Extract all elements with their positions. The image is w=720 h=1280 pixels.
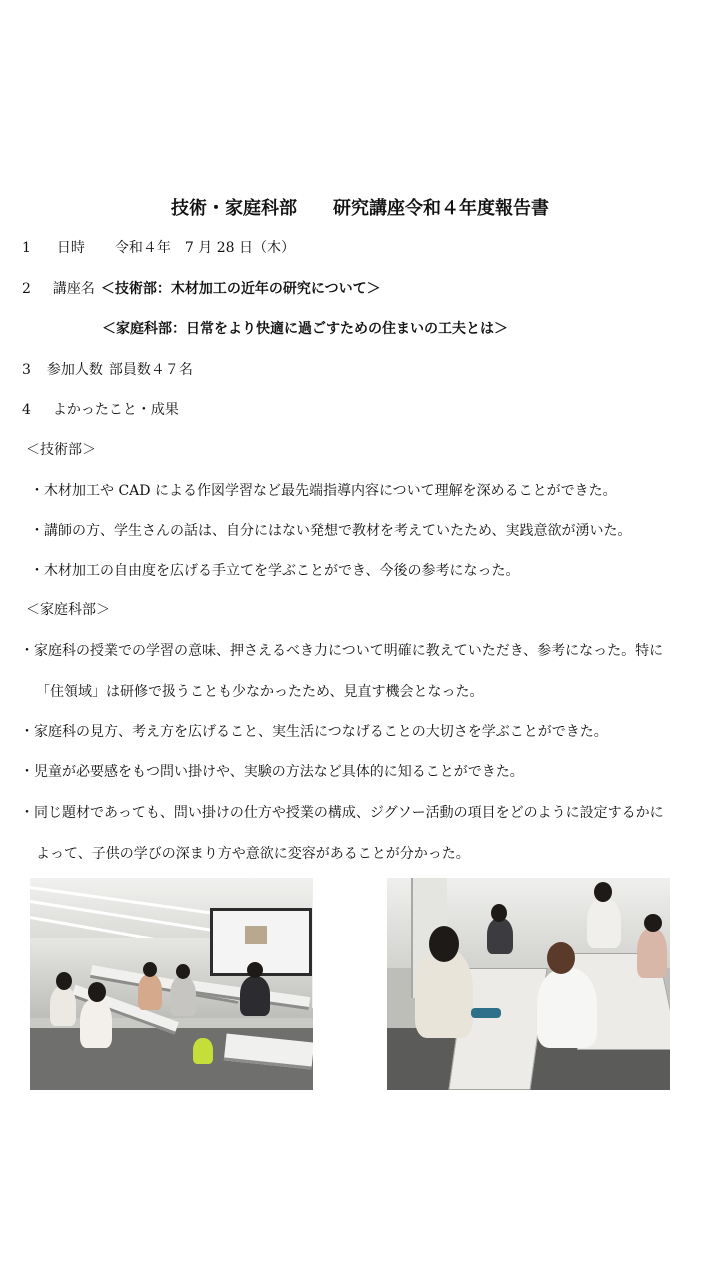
lecture-photo: [30, 878, 313, 1090]
item-number: 4: [22, 402, 31, 418]
course-home: ＜家庭科部：日常をより快適に過ごすための住まいの工夫とは＞: [102, 321, 508, 337]
list-item: ・講師の方、学生さんの話は、自分にはない発想で教材を考えていたため、実践意欲が湧いた。: [30, 523, 632, 539]
list-item: 「住領域」は研修で扱うことも少なかったため、見直す機会となった。: [36, 684, 484, 700]
list-item: ・同じ題材であっても、問い掛けの仕方や授業の構成、ジグソー活動の項目をどのように設定するかに: [20, 805, 664, 821]
item-date: [22, 239, 295, 257]
item-label: 講座名: [52, 281, 95, 297]
item-number: 1: [22, 240, 31, 256]
item-course: [22, 280, 381, 298]
item-number: 2: [22, 281, 31, 297]
list-item: ・家庭科の授業での学習の意味、押さえるべき力について明確に教えていただき、参考になった。特に: [20, 643, 664, 659]
participants-value: 部員数４７名: [108, 362, 193, 378]
course-tech: ＜技術部：木材加工の近年の研究について＞: [100, 281, 381, 297]
list-item: ・家庭科の見方、考え方を広げること、実生活につなげることの大切さを学ぶことができた。: [20, 724, 608, 740]
section-heading-home: ＜家庭科部＞: [26, 602, 110, 618]
item-results: [22, 401, 179, 419]
list-item: ・木材加工や CAD による作図学習など最先端指導内容について理解を深めることができた。: [30, 483, 617, 499]
list-item: ・児童が必要感をもつ問い掛けや、実験の方法など具体的に知ることができた。: [20, 764, 524, 780]
workshop-photo: [387, 878, 670, 1090]
list-item: ・木材加工の自由度を広げる手立てを学ぶことができ、今後の参考になった。: [30, 563, 520, 579]
section-heading-tech: ＜技術部＞: [26, 442, 96, 458]
item-participants: [22, 361, 193, 379]
date-value: 令和４年 7 月 28 日（木）: [114, 240, 295, 256]
item-number: 3: [22, 362, 31, 378]
item-label: 参加人数: [46, 362, 103, 378]
list-item: よって、子供の学びの深まり方や意欲に変容があることが分かった。: [36, 846, 470, 862]
page-title: 技術・家庭科部 研究講座令和４年度報告書: [171, 198, 549, 219]
item-label: よかったこと・成果: [52, 402, 179, 418]
item-label: 日時: [56, 240, 85, 256]
